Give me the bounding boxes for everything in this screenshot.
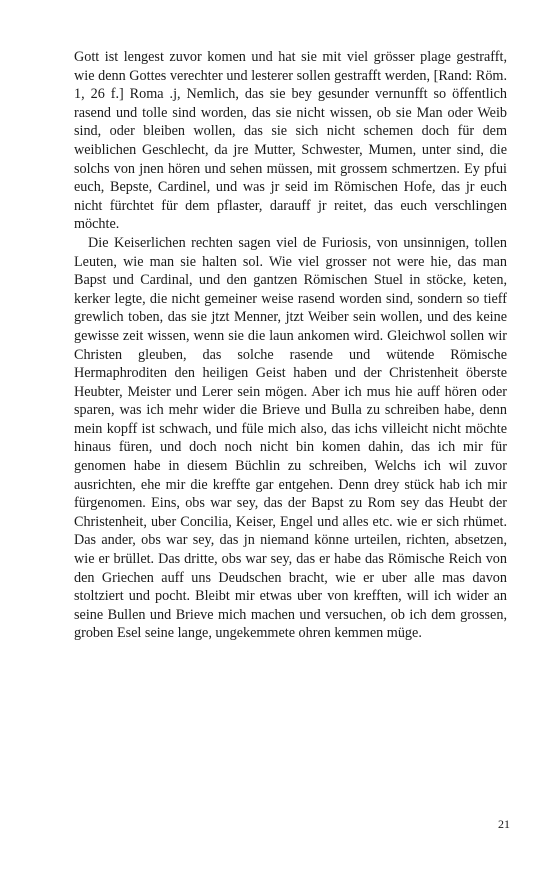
paragraph-2: Die Keiserlichen rechten sagen viel de Furiosis, von unsinnigen, tollen Leuten, wie man sie halten sol. Wie viel grosser not were hie, das man Bapst und Cardinal, und den gantzen Römischen Stuel in stöcke, keten, kerker legte, die nicht gemeiner weise rasend worden sind, sondern so tieff grewlich toben, das sie jtzt Menner, jtzt Weiber sein wollen, und des keine gewisse zeit wissen, wenn sie die laun ankomen wird. Gleichwol sollen wir Christen gleuben, das solche rasende und wütende Römische Hermaphroditen den heiligen Geist haben und der Christenheit öberste Heubter, Meister und Lerer sein mögen. Aber ich mus hie auff hören oder sparen, was ich mehr wider die Brieve und Bulla zu schreiben habe, denn mein kopff ist schwach, und füle mich also, das ichs villeicht nicht möchte hinaus füren, und doch noch nicht bin komen dahin, das ich mir für genomen habe in diesem Büchlin zu schreiben, Welchs ich wil zuvor ausrichten, ehe mir die kreffte gar entgehen. Denn drey stück hab ich mir fürgenomen. Eins, obs war sey, das der Bapst zu Rom sey das Heubt der Christenheit, uber Concilia, Keiser, Engel und alles etc. wie er sich rhümet. Das ander, obs war sey, das jn niemand könne urteilen, richten, absetzen, wie er brüllet. Das dritte, obs war sey, das er habe das Römische Reich von den Griechen auff uns Deudschen bracht, wie er uber alle mas davon stoltziert und pocht. Bleibt mir etwas uber von krefften, will ich wider an seine Bullen und Brieve mich machen und versuchen, ob ich dem grossen, groben Esel seine lange, ungekemmete ohren kemmen müge. [74,234,507,642]
page-number: 21 [498,817,510,831]
page-body [74,48,507,643]
paragraph-1: Gott ist lengest zuvor komen und hat sie mit viel grösser plage gestrafft, wie denn Gottes verechter und lesterer sollen gestrafft werden, [Rand: Röm. 1, 26 f.] Roma .j, Nemlich, das sie bey gesunder vernunfft so öffentlich rasend und tolle sind worden, das sie nicht wissen, ob sie Man oder Weib sind, oder bleiben wollen, das sie sich nicht schemen doch für dem weiblichen Geschlecht, da jre Mutter, Schwester, Mumen, unter sind, die solchs von jnen hören und sehen müssen, mit grossem schmertzen. Ey pfui euch, Bepste, Cardinel, und was jr seid im Römischen Hofe, das jr euch nicht fürchtet für dem pflaster, darauff jr reitet, das euch verschlingen möchte. [74,49,507,233]
